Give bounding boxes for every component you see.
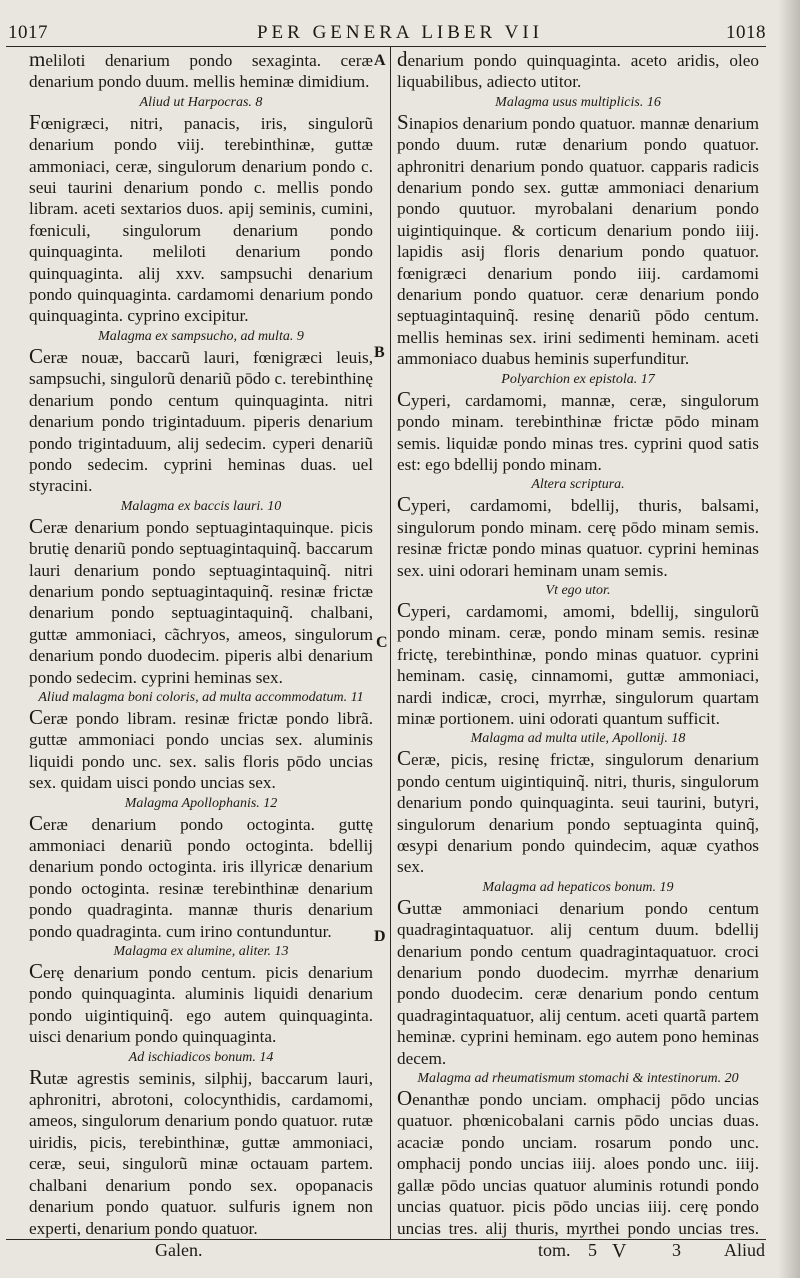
page-number-right: 1018 (726, 22, 766, 43)
recipe-block (397, 1069, 759, 1239)
recipe-text: Ceræ nouæ, baccarũ lauri, fœnigræci leuis, sampsuchi, singulorũ denariũ pōdo c. terebinthinę denarium pondo centum quinquaginta. nitri denarium pondo trigintaduum. piperis denarium pondo trigintaduum, alij sedecim. cyperi denariũ pondo sedecim. cyprini heminas duas. uel styracini. (29, 343, 373, 496)
recipe-heading: Vt ego utor. (545, 582, 611, 598)
recipe-block (29, 942, 373, 1048)
recipe-text: Ceræ, picis, resinę frictæ, singulorum denarium pondo centum uigintiquinq̃. nitri, thuris, singulorum denarium pondo quinquaginta. seui taurini, butyri, singulorum denarium pondo septuaginta quinq̃, œsypi denarium pondo quindecim, aquæ cyathos sex. (397, 746, 759, 877)
top-rule (6, 46, 766, 47)
recipe-text: denarium pondo quinquaginta. aceto aridis, oleo liquabilibus, adiecto utitor. (397, 49, 759, 92)
recipe-block (397, 581, 759, 729)
recipe-block (29, 794, 373, 942)
recipe-heading: Malagma Apollophanis. 12 (124, 795, 278, 811)
recipe-block (397, 729, 759, 877)
page-edge-shadow (778, 0, 800, 1278)
footer-tom: tom. (538, 1240, 571, 1260)
footer-author: Galen. (155, 1240, 203, 1260)
recipe-text: Cyperi, cardamomi, mannæ, ceræ, singulorum pondo minam. terebinthinæ frictæ pōdo minam semis. liquidæ pondo minas tres. cyprini quod satis est: ego bdellij pondo minam. (397, 386, 759, 474)
recipe-text: Rutæ agrestis seminis, silphij, baccarum lauri, aphronitri, abrotoni, colocynthidis, cardamomi, ameos, singulorum denarium pondo quatuor. rutæ uiridis, picis, terebinthinæ, guttæ ammoniaci, ceræ, seui, singulorũ minæ octauam partem. chalbani denarium pondo sex. opopanacis denarium pondo quatuor. sulfuris ignem non experti, denarium pondo quatuor. (29, 1064, 373, 1238)
recipe-text: Fœnigræci, nitri, panacis, iris, singulorũ denarium pondo viij. terebinthinæ, guttæ ammoniaci, ceræ, singulorum denarium pondo c. seui taurini denarium pondo c. mellis pondo libram. aceti sextarios duos. apij seminis, cumini, fœniculi, singulorum denarium pondo quinquaginta. meliloti denarium pondo quinquaginta. alij xxv. sampsuchi denarium pondo quinquaginta. cardamomi denarium pondo quinquaginta. cyprino excipitur. (29, 109, 373, 326)
recipe-heading: Ad ischiadicos bonum. 14 (128, 1049, 274, 1065)
margin-letter-c: C (376, 634, 388, 651)
recipe-block (397, 370, 759, 476)
recipe-block (397, 878, 759, 1069)
running-head (0, 22, 800, 46)
recipe-heading: Malagma ad multa utile, Apollonij. 18 (470, 731, 686, 747)
recipe-block (397, 475, 759, 581)
recipe-heading: Aliud ut Harpocras. 8 (139, 94, 263, 110)
recipe-text: Ceræ denarium pondo septuagintaquinque. picis brutię denariũ pondo septuagintaquinq̃. baccarum lauri denarium pondo septuagintaquinq̃. nitri denarium pondo septuagintaquinq̃. resinæ frictæ denarium pondo septuagintaquinq̃. chalbani, guttæ ammoniaci, cãchryos, ameos, singulorum denarium pondo duodecim. piperis albi denarium pondo sedecim. cyprini heminas sex. (29, 513, 373, 687)
recipe-block (29, 688, 373, 794)
recipe-block (29, 497, 373, 688)
footer-signature: V (612, 1240, 627, 1262)
recipe-heading: Malagma usus multiplicis. 16 (495, 94, 661, 110)
recipe-heading: Polyarchion ex epistola. 17 (501, 371, 655, 387)
recipe-text: Sinapios denarium pondo quatuor. mannæ denarium pondo duum. rutæ denarium pondo quatuor. aphronitri denarium pondo quatuor. capparis radicis denarium pondo sex. guttæ ammoniaci denarium pondo quutuor. myrobalani denarium pondo uigintiquinque. & corticum denarium pondo iiij. lapidis asij floris denarium pondo quatuor. fœnigræci denarium pondo iiij. cardamomi denarium pondo quatuor. ceræ denarium pondo septuagintaquinq̃. resinę denariũ pōdo centum. mellis heminas sex. irini sedimenti heminam. aceti ammoniaco duabus heminis superfunditur. (397, 109, 759, 369)
recipe-text: Oenanthæ pondo unciam. omphacij pōdo uncias quatuor. phœnicobalani carnis pōdo uncias duas. acaciæ pondo unciam. rosarum pondo unc. omphacij pondo uncias iiij. aloes pondo unc. iiij. gallæ pōdo uncias quatuor aluminis rotundi pondo uncias quatuor. picis pōdo uncias iiij. cerę pondo uncias tres. alij thuris, myrthei pondo uncias tres. (397, 1086, 759, 1238)
footer-catchword: Aliud (724, 1240, 766, 1260)
margin-letter-a: A (374, 52, 386, 69)
footer-signature-number: 3 (672, 1240, 681, 1260)
recipe-text: Cyperi, cardamomi, bdellij, thuris, balsami, singulorum pondo minam. cerę pōdo minam semis. resinæ frictæ pondo minas quatuor. cyprini heminas sex. uini odorari heminam unam semis. (397, 492, 759, 580)
recipe-heading: Altera scriptura. (531, 477, 625, 493)
recipe-text: Ceræ denarium pondo octoginta. guttę ammoniaci denariũ pondo octoginta. bdellij denarium pondo octoginta. iris illyricæ denarium pondo octoginta. resinæ terebinthinæ denarium pondo quadraginta. mannæ thuris denarium pondo quadraginta. cum irino contunduntur. (29, 810, 373, 941)
recipe-text: Cerę denarium pondo centum. picis denarium pondo quinquaginta. aluminis liquidi denarium pondo uigintiquinq̃. ego autem quinquaginta. uisci denarium pondo quinquaginta. (29, 959, 373, 1047)
recipe-text: meliloti denarium pondo sexaginta. ceræ denarium pondo duum. mellis heminæ dimidium. (29, 49, 373, 92)
recipe-heading: Malagma ex sampsucho, ad multa. 9 (98, 328, 304, 344)
left-column (29, 49, 373, 1239)
recipe-heading: Malagma ad hepaticos bonum. 19 (482, 879, 674, 895)
column-divider (390, 46, 391, 1239)
recipe-block (397, 93, 759, 370)
bottom-rule (6, 1239, 766, 1240)
recipe-block (29, 49, 373, 93)
recipe-heading: Malagma ex alumine, aliter. 13 (113, 944, 289, 960)
recipe-heading: Malagma ex baccis lauri. 10 (120, 498, 282, 514)
recipe-text: Cyperi, cardamomi, amomi, bdellij, singulorũ pondo minam. ceræ, pondo minam semis. resinæ frictę, terebinthinæ, pondo minas quatuor. cyprini heminam. casię, cinnamomi, guttæ ammoniaci, nardi indicæ, croci, myrrhæ, singulorum quartam minæ portionem. uini odorati quantum sufficit. (397, 597, 759, 728)
margin-letter-d: D (374, 928, 386, 945)
recipe-text: Ceræ pondo libram. resinæ frictæ pondo librã. guttæ ammoniaci pondo uncias sex. aluminis liquidi pondo unc. sex. salis floris pōdo uncias sex. quidam uisci pondo uncias sex. (29, 704, 373, 793)
recipe-block (29, 327, 373, 497)
page-number-left: 1017 (8, 22, 48, 43)
recipe-block (397, 49, 759, 93)
running-title: PER GENERA LIBER VII (256, 22, 543, 43)
footer-volume: 5 (588, 1240, 597, 1260)
margin-letter-b: B (374, 344, 385, 361)
recipe-text: Guttæ ammoniaci denarium pondo centum quadragintaquatuor. alij centum duum. bdellij denarium pondo centum quadragintaquatuor. croci denarium pondo duodecim. myrrhæ denarium pondo duodecim. ceræ denarium pondo centum quadragintaquatuor, alij centum. aceti quartã partem heminæ. cyprini heminam. ego autem pono heminas decem. (397, 894, 759, 1068)
recipe-heading: Malagma ad rheumatismum stomachi & intestinorum. 20 (417, 1071, 739, 1087)
right-column (397, 49, 759, 1239)
recipe-block (29, 93, 373, 327)
recipe-block (29, 1048, 373, 1239)
recipe-heading: Aliud malagma boni coloris, ad multa accommodatum. 11 (38, 689, 364, 705)
